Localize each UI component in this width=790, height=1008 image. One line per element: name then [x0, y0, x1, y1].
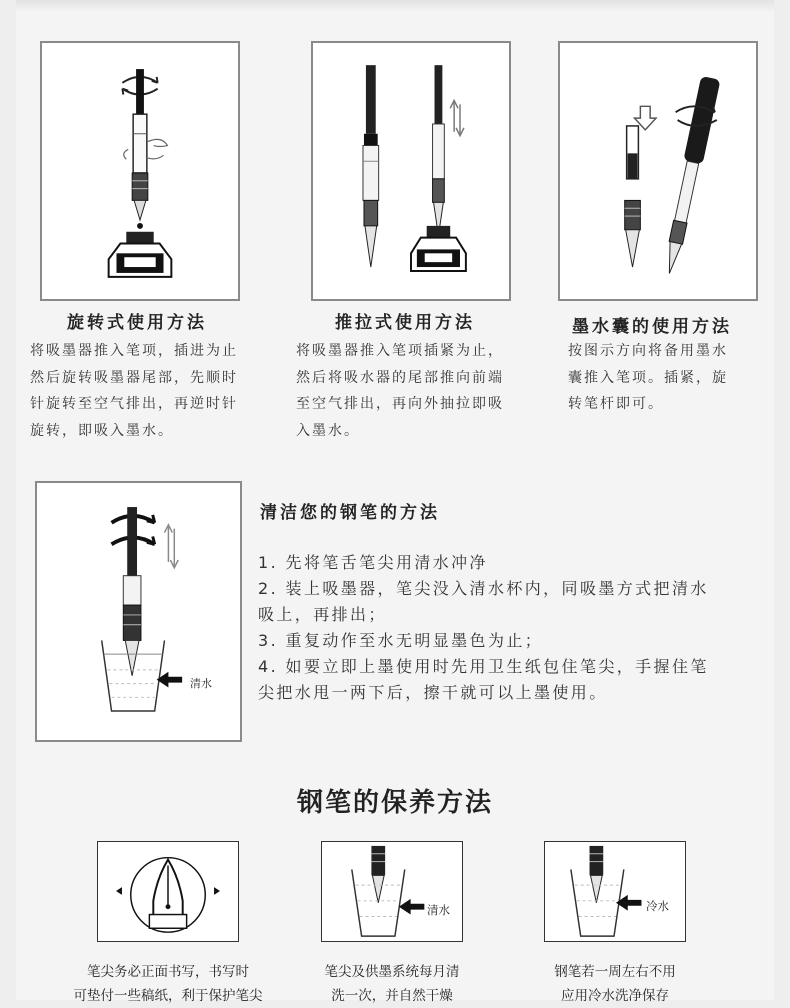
- care-section-title: 钢笔的保养方法: [296, 788, 493, 818]
- push-pull-method-image: [311, 41, 511, 301]
- cartridge-method-text: [568, 338, 728, 418]
- rotary-method-image: [40, 41, 240, 301]
- step-line: 吸上，再排出；: [258, 605, 387, 624]
- caption-line: 笔尖务必正面书写，书写时: [87, 964, 249, 980]
- care-caption-write-side: [68, 960, 268, 1008]
- text-line: 然后旋转吸墨器尾部，先顺时: [30, 369, 238, 386]
- care-image-cold-water: [544, 841, 686, 942]
- step-line: 尖把水甩一两下后，擦干就可以上墨使用。: [258, 683, 608, 702]
- care-image-write-side: [97, 841, 239, 942]
- text-line: 囊推入笔项。插紧，旋: [568, 369, 728, 386]
- cleaning-steps: [258, 550, 758, 706]
- text-line: 针旋转至空气排出，再逆时针: [30, 396, 238, 412]
- text-line: 旋转，即吸入墨水。: [30, 422, 174, 439]
- text-line: 入墨水。: [296, 422, 360, 439]
- push-pull-method-title: 推拉式使用方法: [335, 313, 475, 333]
- step-line: 4. 如要立即上墨使用时先用卫生纸包住笔尖，手握住笔: [258, 657, 709, 676]
- monthly-clean-water-label: 清水: [427, 903, 450, 917]
- rotary-method-title: 旋转式使用方法: [67, 313, 207, 333]
- top-band: [16, 0, 774, 12]
- text-line: 转笔杆即可。: [568, 396, 664, 412]
- cleaning-title: 清洁您的钢笔的方法: [260, 503, 440, 523]
- push-pull-method-text: [296, 338, 504, 444]
- care-image-monthly-clean: [321, 841, 463, 942]
- step-line: 1. 先将笔舌笔尖用清水冲净: [258, 553, 488, 572]
- text-line: 然后将吸水器的尾部推向前端: [296, 369, 504, 386]
- text-line: 按图示方向将备用墨水: [568, 343, 728, 359]
- caption-line: 钢笔若一周左右不用: [554, 964, 676, 980]
- rotary-method-text: [30, 338, 238, 444]
- cartridge-method-title: 墨水囊的使用方法: [572, 317, 732, 337]
- cartridge-method-image: [558, 41, 758, 301]
- caption-line: 应用冷水洗净保存: [561, 988, 669, 1004]
- cold-water-label: 冷水: [646, 899, 669, 913]
- text-line: 将吸墨器推入笔项插紧为止，: [296, 343, 504, 359]
- cleaning-method-image: [35, 481, 242, 742]
- step-line: 2. 装上吸墨器，笔尖没入清水杯内，同吸墨方式把清水: [258, 579, 709, 598]
- clean-water-label: 清水: [190, 677, 212, 690]
- care-caption-monthly-clean: [292, 960, 492, 1008]
- text-line: 将吸墨器推入笔项，插进为止: [30, 343, 238, 359]
- step-line: 3. 重复动作至水无明显墨色为止；: [258, 631, 544, 650]
- caption-line: 洗一次，并自然干燥: [331, 988, 453, 1004]
- care-caption-cold-water: [515, 960, 715, 1008]
- caption-line: 可垫付一些稿纸，利于保护笔尖: [73, 988, 263, 1004]
- text-line: 至空气排出，再向外抽拉即吸: [296, 396, 504, 412]
- caption-line: 笔尖及供墨系统每月清: [324, 964, 460, 980]
